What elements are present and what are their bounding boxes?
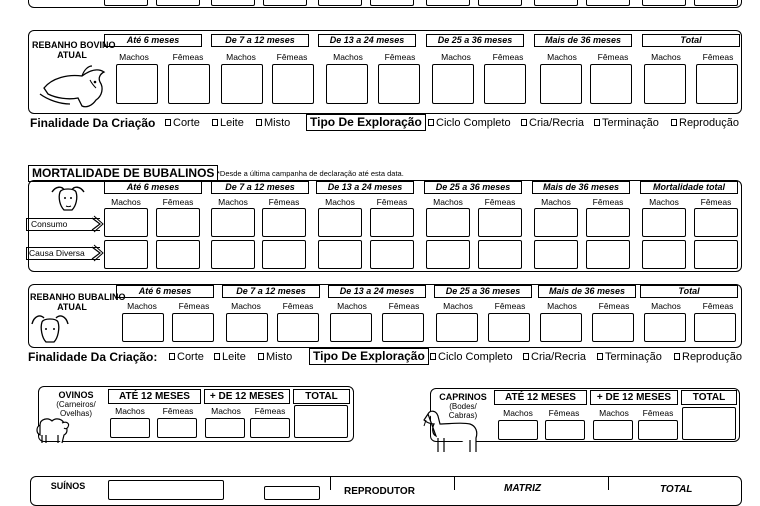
sub-machos: Machos: [211, 406, 241, 416]
bubalino-input[interactable]: [694, 313, 736, 342]
sub-machos: Machos: [649, 197, 679, 207]
caprinos-input[interactable]: [593, 420, 633, 440]
sub-machos: Machos: [441, 52, 471, 62]
bovino-col-header: De 7 a 12 meses: [211, 34, 309, 47]
bovino-input[interactable]: [116, 64, 158, 104]
sub-machos: Machos: [231, 301, 261, 311]
row-label-causa-diversa-text: Causa Diversa: [29, 248, 85, 258]
sub-machos: Machos: [115, 406, 145, 416]
bubalino-col-header: Total: [640, 285, 738, 298]
mortalidade-col-header: De 13 a 24 meses: [316, 181, 414, 194]
option-label: Ciclo Completo: [436, 117, 511, 129]
sub-femeas: Fêmeas: [597, 52, 629, 62]
caprinos-title: CAPRINOS: [439, 392, 487, 402]
bovino-finalidade-misto[interactable]: [256, 117, 290, 129]
option-label: Leite: [222, 351, 246, 363]
top-cell[interactable]: [586, 0, 630, 6]
bovino-finalidade-label: Finalidade Da Criação: [30, 116, 156, 130]
bovino-input[interactable]: [590, 64, 632, 104]
bubalino-finalidade-label: Finalidade Da Criação:: [28, 350, 158, 364]
top-cell[interactable]: [694, 0, 738, 6]
caprinos-header-total: TOTAL: [681, 390, 737, 405]
ovinos-header-total: TOTAL: [293, 389, 350, 404]
top-cell[interactable]: [318, 0, 362, 6]
ovinos-input[interactable]: [157, 418, 197, 438]
mortalidade-col-header: De 25 a 36 meses: [424, 181, 522, 194]
sub-machos: Machos: [503, 408, 533, 418]
row-label-causa-diversa: [26, 247, 100, 260]
top-cell[interactable]: [211, 0, 255, 6]
mortalidade-col-header: Mais de 36 meses: [532, 181, 630, 194]
suinos-matriz: MATRIZ: [504, 483, 542, 494]
bovino-exploracao-cria[interactable]: [521, 117, 584, 129]
ovinos-header-mais12: + DE 12 MESES: [204, 389, 290, 404]
bovino-exploracao-label: Tipo De Exploração: [306, 114, 426, 131]
bubalino-input[interactable]: [644, 313, 686, 342]
bubalino-finalidade-misto[interactable]: [258, 351, 292, 363]
suinos-divider: [454, 476, 455, 490]
suinos-title: SUÍNOS: [50, 481, 86, 491]
mortalidade-consumo-input[interactable]: [262, 208, 306, 237]
top-cell[interactable]: [642, 0, 686, 6]
caprinos-input[interactable]: [545, 420, 585, 440]
sub-machos: Machos: [111, 197, 141, 207]
bovino-col-header: Até 6 meses: [104, 34, 202, 47]
suinos-divider: [330, 476, 331, 490]
mortalidade-note: *Desde a última campanha de declaração até esta data.: [217, 169, 404, 178]
mortalidade-consumo-input[interactable]: [642, 208, 686, 237]
sub-machos: Machos: [651, 301, 681, 311]
mortalidade-consumo-input[interactable]: [694, 208, 738, 237]
caprinos-header-mais12: + DE 12 MESES: [590, 390, 678, 405]
sub-machos: Machos: [599, 408, 629, 418]
bovino-col-header: De 25 a 36 meses: [426, 34, 524, 47]
sub-femeas: Fêmeas: [484, 197, 516, 207]
sub-femeas: Fêmeas: [178, 301, 210, 311]
ovinos-title: OVINOS: [58, 390, 94, 400]
suinos-reprodutor: REPRODUTOR: [344, 486, 415, 497]
ovinos-input[interactable]: [205, 418, 245, 438]
bubalino-input[interactable]: [330, 313, 372, 342]
mortalidade-causa-input[interactable]: [426, 240, 470, 269]
bovino-input[interactable]: [484, 64, 526, 104]
sub-machos: Machos: [443, 301, 473, 311]
bubalino-col-header: De 13 a 24 meses: [328, 285, 426, 298]
bubalino-col-header: De 25 a 36 meses: [434, 285, 532, 298]
sub-femeas: Fêmeas: [642, 408, 674, 418]
option-label: Misto: [266, 351, 293, 363]
sub-femeas: Fêmeas: [384, 52, 416, 62]
top-cell[interactable]: [370, 0, 414, 6]
suinos-input[interactable]: [264, 486, 320, 500]
sub-femeas: Fêmeas: [268, 197, 300, 207]
mortalidade-causa-input[interactable]: [318, 240, 362, 269]
bubalino-exploracao-reproducao[interactable]: [674, 351, 742, 363]
bovino-input[interactable]: [696, 64, 738, 104]
bovino-input[interactable]: [378, 64, 420, 104]
ovinos-sub1: (Carneiros/: [56, 400, 96, 409]
mortalidade-causa-input[interactable]: [694, 240, 738, 269]
bubalino-input[interactable]: [122, 313, 164, 342]
sub-femeas: Fêmeas: [492, 52, 524, 62]
mortalidade-consumo-input[interactable]: [211, 208, 255, 237]
caprinos-input[interactable]: [638, 420, 678, 440]
bubalino-title-line1: REBANHO BUBALINO: [30, 292, 126, 302]
bovino-exploracao-reproducao[interactable]: [671, 117, 739, 129]
top-cell[interactable]: [156, 0, 200, 6]
option-label: Terminação: [602, 117, 659, 129]
sub-femeas: Fêmeas: [162, 197, 194, 207]
sub-femeas: Fêmeas: [254, 406, 286, 416]
mortalidade-col-header: Até 6 meses: [104, 181, 202, 194]
ovinos-header-ate12: ATÉ 12 MESES: [108, 389, 201, 404]
mortalidade-causa-input[interactable]: [534, 240, 578, 269]
sub-femeas: Fêmeas: [592, 197, 624, 207]
option-label: Cria/Recria: [531, 351, 587, 363]
buffalo-icon: [50, 184, 86, 214]
goat-icon: [422, 410, 482, 458]
mortalidade-causa-input[interactable]: [262, 240, 306, 269]
sub-machos: Machos: [127, 301, 157, 311]
bovino-input[interactable]: [540, 64, 582, 104]
bovino-input[interactable]: [168, 64, 210, 104]
mortalidade-col-header: De 7 a 12 meses: [211, 181, 309, 194]
bubalino-exploracao-terminacao[interactable]: [597, 351, 662, 363]
sub-machos: Machos: [541, 197, 571, 207]
row-label-consumo: [26, 218, 100, 231]
mortalidade-col-header: Mortalidade total: [640, 181, 738, 194]
mortalidade-causa-input[interactable]: [586, 240, 630, 269]
bubalino-exploracao-label: Tipo De Exploração: [309, 348, 429, 365]
sub-femeas: Fêmeas: [548, 408, 580, 418]
cow-icon: [38, 60, 108, 110]
buffalo-icon: [30, 314, 70, 346]
bovino-input[interactable]: [644, 64, 686, 104]
row-label-consumo-text: Consumo: [31, 219, 68, 229]
bovino-finalidade-corte[interactable]: [165, 117, 200, 129]
ovinos-total-input[interactable]: [294, 405, 348, 438]
sub-machos: Machos: [226, 52, 256, 62]
option-label: Leite: [220, 117, 244, 129]
suinos-divider: [608, 476, 609, 490]
suinos-input[interactable]: [108, 480, 224, 500]
bovino-col-header: Mais de 36 meses: [534, 34, 632, 47]
bubalino-input[interactable]: [592, 313, 634, 342]
caprinos-input[interactable]: [498, 420, 538, 440]
top-cell[interactable]: [263, 0, 307, 6]
ovinos-input[interactable]: [250, 418, 290, 438]
ovinos-sub2: Ovelhas): [59, 409, 92, 418]
arrow-icon: [92, 214, 104, 234]
bovino-exploracao-terminacao[interactable]: [594, 117, 659, 129]
sub-femeas: Fêmeas: [700, 197, 732, 207]
sub-femeas: Fêmeas: [162, 406, 194, 416]
ovinos-subtitle: [46, 400, 106, 418]
mortalidade-title: MORTALIDADE DE BUBALINOS: [28, 165, 218, 182]
bovino-col-header: Total: [642, 34, 740, 47]
mortalidade-consumo-input[interactable]: [370, 208, 414, 237]
bubalino-col-header: Mais de 36 meses: [538, 285, 636, 298]
mortalidade-causa-input[interactable]: [104, 240, 148, 269]
mortalidade-causa-input[interactable]: [642, 240, 686, 269]
mortalidade-causa-input[interactable]: [156, 240, 200, 269]
bubalino-finalidade-corte[interactable]: [169, 351, 204, 363]
bovino-input[interactable]: [432, 64, 474, 104]
bubalino-title-line2: ATUAL: [57, 302, 87, 312]
bubalino-input[interactable]: [172, 313, 214, 342]
sub-machos: Machos: [547, 52, 577, 62]
bovino-title-line1: REBANHO BOVINO: [32, 40, 116, 50]
sub-femeas: Fêmeas: [702, 301, 734, 311]
option-label: Cria/Recria: [529, 117, 585, 129]
sub-femeas: Fêmeas: [276, 52, 308, 62]
suinos-total: TOTAL: [660, 484, 693, 495]
sub-machos: Machos: [333, 52, 363, 62]
bubalino-input[interactable]: [277, 313, 319, 342]
arrow-icon: [92, 243, 104, 263]
option-label: Terminação: [605, 351, 662, 363]
top-cell[interactable]: [534, 0, 578, 6]
sub-machos: Machos: [325, 197, 355, 207]
option-label: Reprodução: [679, 117, 739, 129]
bubalino-exploracao-ciclo[interactable]: [430, 351, 513, 363]
top-cell[interactable]: [426, 0, 470, 6]
mortalidade-consumo-input[interactable]: [478, 208, 522, 237]
bubalino-col-header: De 7 a 12 meses: [222, 285, 320, 298]
mortalidade-consumo-input[interactable]: [534, 208, 578, 237]
sheep-icon: [34, 417, 70, 445]
option-label: Reprodução: [682, 351, 742, 363]
bubalino-input[interactable]: [436, 313, 478, 342]
option-label: Corte: [177, 351, 204, 363]
sub-machos: Machos: [547, 301, 577, 311]
mortalidade-causa-input[interactable]: [478, 240, 522, 269]
sub-femeas: Fêmeas: [282, 301, 314, 311]
caprinos-header-ate12: ATÉ 12 MESES: [494, 390, 587, 405]
sub-machos: Machos: [119, 52, 149, 62]
sub-machos: Machos: [433, 197, 463, 207]
top-cell[interactable]: [104, 0, 148, 6]
bubalino-input[interactable]: [488, 313, 530, 342]
caprinos-total-input[interactable]: [682, 407, 736, 440]
bovino-input[interactable]: [221, 64, 263, 104]
sub-femeas: Fêmeas: [702, 52, 734, 62]
mortalidade-causa-input[interactable]: [211, 240, 255, 269]
sub-machos: Machos: [651, 52, 681, 62]
mortalidade-consumo-input[interactable]: [104, 208, 148, 237]
bovino-finalidade-leite[interactable]: [212, 117, 244, 129]
bubalino-input[interactable]: [540, 313, 582, 342]
ovinos-input[interactable]: [110, 418, 150, 438]
sub-machos: Machos: [337, 301, 367, 311]
bubalino-col-header: Até 6 meses: [116, 285, 214, 298]
sub-femeas: Fêmeas: [172, 52, 204, 62]
bubalino-input[interactable]: [226, 313, 268, 342]
sub-femeas: Fêmeas: [598, 301, 630, 311]
bubalino-finalidade-leite[interactable]: [214, 351, 246, 363]
bovino-col-header: De 13 a 24 meses: [318, 34, 416, 47]
top-cell[interactable]: [478, 0, 522, 6]
bovino-input[interactable]: [272, 64, 314, 104]
caprinos-sub1: (Bodes/: [449, 402, 477, 411]
bovino-title-line2: ATUAL: [57, 50, 87, 60]
mortalidade-causa-input[interactable]: [370, 240, 414, 269]
mortalidade-consumo-input[interactable]: [586, 208, 630, 237]
option-label: Corte: [173, 117, 200, 129]
mortalidade-consumo-input[interactable]: [318, 208, 362, 237]
sub-femeas: Fêmeas: [388, 301, 420, 311]
sub-femeas: Fêmeas: [376, 197, 408, 207]
option-label: Ciclo Completo: [438, 351, 513, 363]
option-label: Misto: [264, 117, 291, 129]
mortalidade-consumo-input[interactable]: [156, 208, 200, 237]
sub-femeas: Fêmeas: [494, 301, 526, 311]
caprinos-sub2: Cabras): [448, 411, 478, 420]
sub-machos: Machos: [218, 197, 248, 207]
bubalino-input[interactable]: [382, 313, 424, 342]
bovino-exploracao-ciclo[interactable]: [428, 117, 511, 129]
mortalidade-consumo-input[interactable]: [426, 208, 470, 237]
bovino-input[interactable]: [326, 64, 368, 104]
bubalino-title: [30, 292, 126, 312]
bovino-title: [32, 40, 116, 60]
bubalino-exploracao-cria[interactable]: [523, 351, 586, 363]
